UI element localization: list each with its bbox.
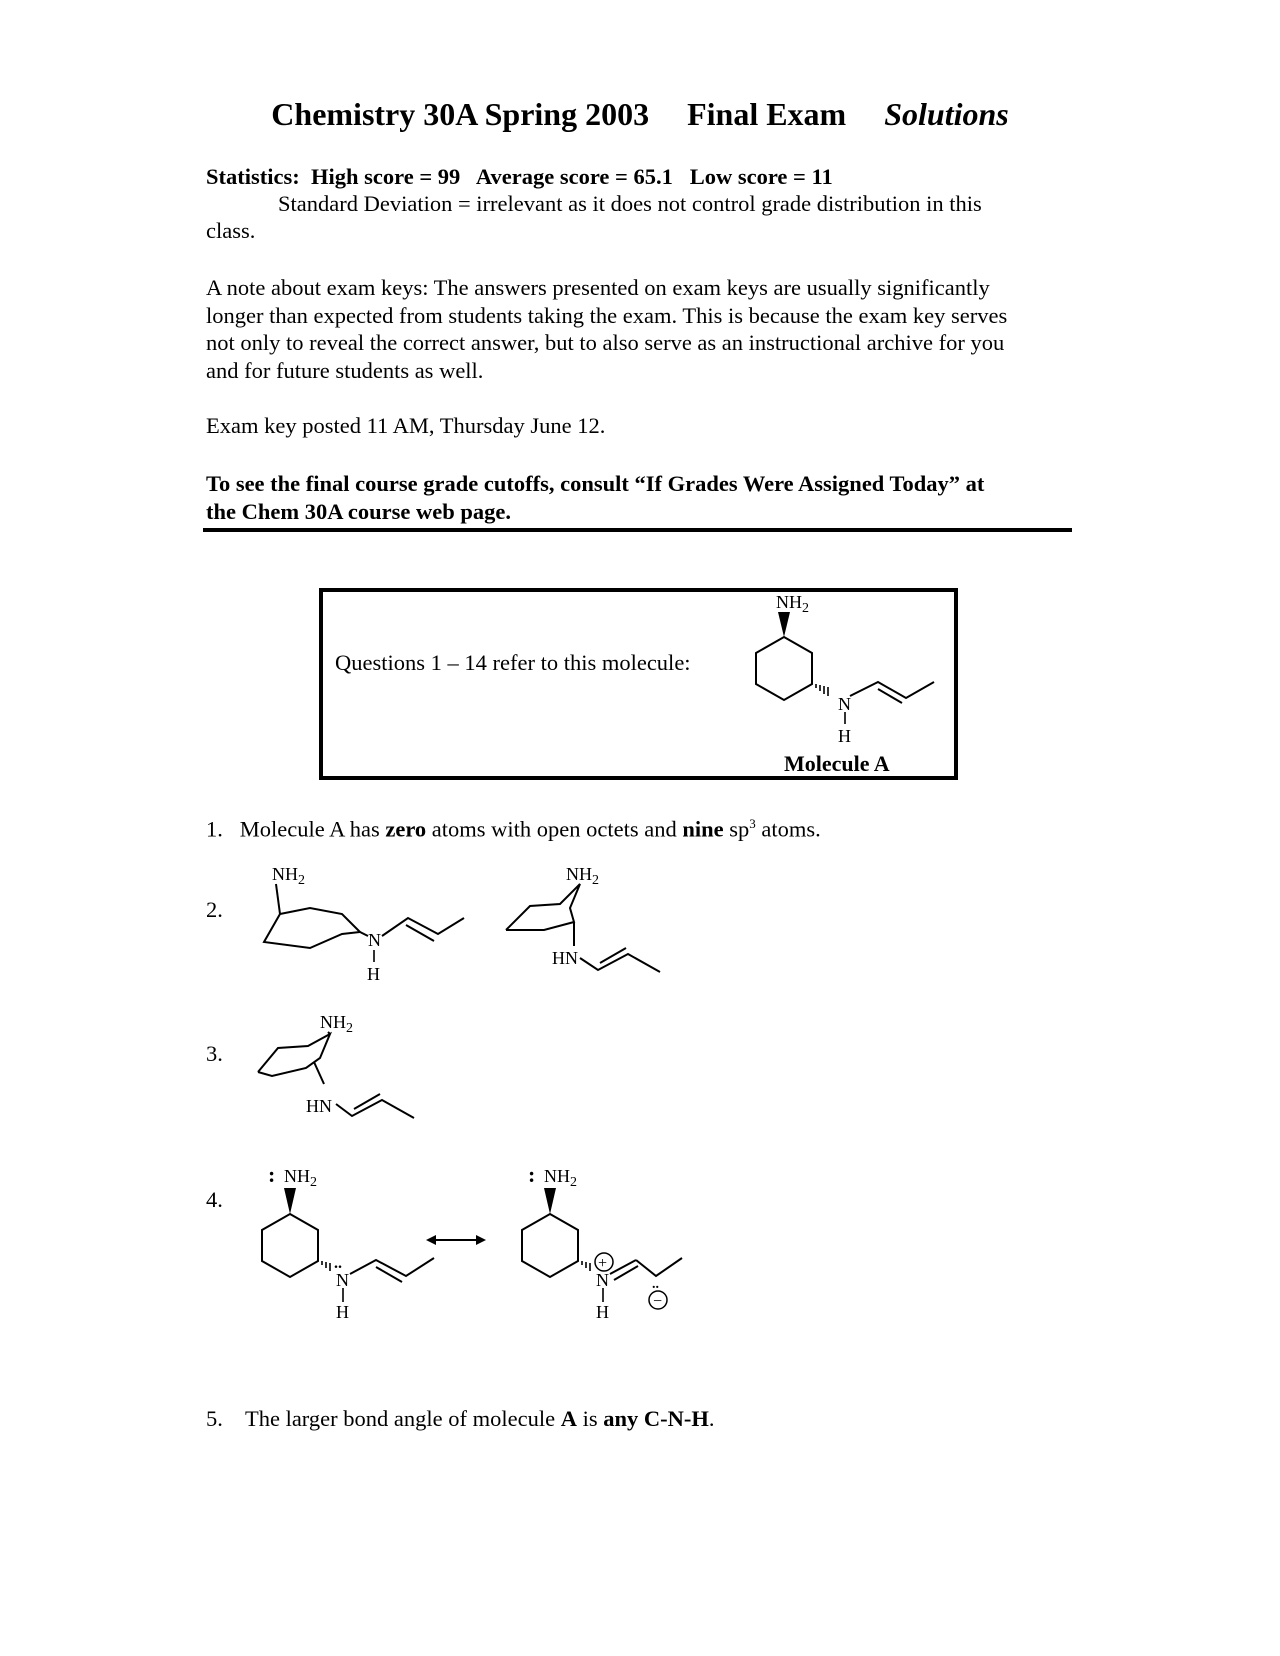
resonance-structure-2 bbox=[518, 1160, 718, 1320]
svg-text:..: .. bbox=[334, 1255, 342, 1272]
solutions-tag: Solutions bbox=[884, 96, 1009, 132]
exam-name: Final Exam bbox=[687, 96, 847, 132]
note-line: not only to reveal the correct answer, but to also serve as an instructional archive for you bbox=[206, 330, 1005, 355]
svg-text:HN: HN bbox=[306, 1096, 332, 1116]
molecule-a-structure bbox=[740, 588, 960, 746]
molecule-a-caption: Molecule A bbox=[784, 751, 890, 776]
svg-text:..: .. bbox=[652, 1277, 659, 1292]
q1-sp: sp bbox=[723, 816, 750, 842]
svg-text::: : bbox=[268, 1162, 276, 1187]
nitrogen: N bbox=[838, 694, 851, 714]
hydrogen: H bbox=[838, 726, 851, 746]
section-divider bbox=[203, 528, 1072, 532]
svg-text:N: N bbox=[596, 1270, 609, 1290]
molecule-box-text: Questions 1 – 14 refer to this molecule: bbox=[335, 650, 691, 675]
svg-text:NH2: $NH_2$ bbox=[284, 1166, 317, 1190]
stats-high: High score = 99 bbox=[311, 164, 461, 189]
cutoffs-line: To see the final course grade cutoffs, consult “If Grades Were Assigned Today” at bbox=[206, 471, 985, 496]
stats-average: Average score = 65.1 bbox=[475, 164, 673, 189]
svg-text:N: N bbox=[336, 1270, 349, 1290]
svg-text:NH2: $NH_2$ bbox=[272, 864, 305, 888]
page-title bbox=[0, 96, 1280, 133]
question-number: 4. bbox=[206, 1187, 223, 1212]
q5-text-end: . bbox=[708, 1406, 715, 1431]
svg-text:NH2: $NH_2$ bbox=[544, 1166, 577, 1190]
amine-nh: NH bbox=[776, 592, 802, 612]
svg-text:N: N bbox=[368, 930, 381, 950]
chair-conformer-1 bbox=[250, 864, 480, 984]
svg-text:H: H bbox=[596, 1302, 609, 1322]
chair-conformer-3 bbox=[250, 1010, 430, 1130]
question-number: 2. bbox=[206, 897, 223, 922]
note-line: and for future students as well. bbox=[206, 357, 484, 383]
q5-bold-answer: any C-N-H bbox=[603, 1406, 709, 1431]
question-1 bbox=[206, 810, 821, 843]
q1-text-end: atoms. bbox=[755, 816, 821, 842]
question-number: 3. bbox=[206, 1041, 223, 1066]
q5-text-mid: is bbox=[576, 1406, 604, 1431]
question-number: 1. bbox=[206, 816, 223, 842]
stats-line bbox=[206, 163, 833, 191]
question-5 bbox=[206, 1405, 714, 1433]
stats-std-line-cont: class. bbox=[206, 218, 256, 243]
resonance-arrow bbox=[424, 1230, 488, 1250]
stats-low: Low score = 11 bbox=[689, 164, 833, 189]
svg-text:H: H bbox=[367, 964, 380, 984]
q5-text: The larger bond angle of molecule bbox=[244, 1406, 561, 1431]
stats-label: Statistics: bbox=[206, 164, 300, 189]
stats-std-line: Standard Deviation = irrelevant as it does not control grade distribution in this bbox=[278, 191, 982, 216]
q5-bold-a: A bbox=[560, 1406, 577, 1431]
note-line: A note about exam keys: The answers presented on exam keys are usually significantly bbox=[206, 275, 990, 300]
q1-bold-nine: nine bbox=[682, 816, 724, 842]
q1-text: Molecule A has bbox=[239, 816, 386, 842]
negative-charge: − bbox=[653, 1293, 663, 1310]
question-number: 5. bbox=[206, 1406, 223, 1431]
q1-text-mid: atoms with open octets and bbox=[426, 816, 683, 842]
svg-text:NH2: $NH_2$ bbox=[320, 1012, 353, 1036]
cutoffs-line: the Chem 30A course web page. bbox=[206, 498, 511, 524]
positive-charge: + bbox=[598, 1255, 608, 1272]
cutoffs-note bbox=[206, 470, 984, 525]
exam-key-note bbox=[206, 274, 1086, 384]
course-name: Chemistry 30A Spring 2003 bbox=[271, 96, 650, 132]
q1-bold-zero: zero bbox=[385, 816, 427, 842]
svg-text:H: H bbox=[336, 1302, 349, 1322]
svg-text:HN: HN bbox=[552, 948, 578, 968]
chair-conformer-2 bbox=[500, 864, 680, 990]
amine-subscript: 2 bbox=[802, 601, 809, 616]
svg-text::: : bbox=[528, 1162, 536, 1187]
posted-note: Exam key posted 11 AM, Thursday June 12. bbox=[206, 413, 606, 438]
svg-text:NH2: $NH_2$ bbox=[566, 864, 599, 888]
q1-superscript: 3 bbox=[749, 816, 756, 831]
note-line: longer than expected from students taking the exam. This is because the exam key serves bbox=[206, 302, 1008, 328]
